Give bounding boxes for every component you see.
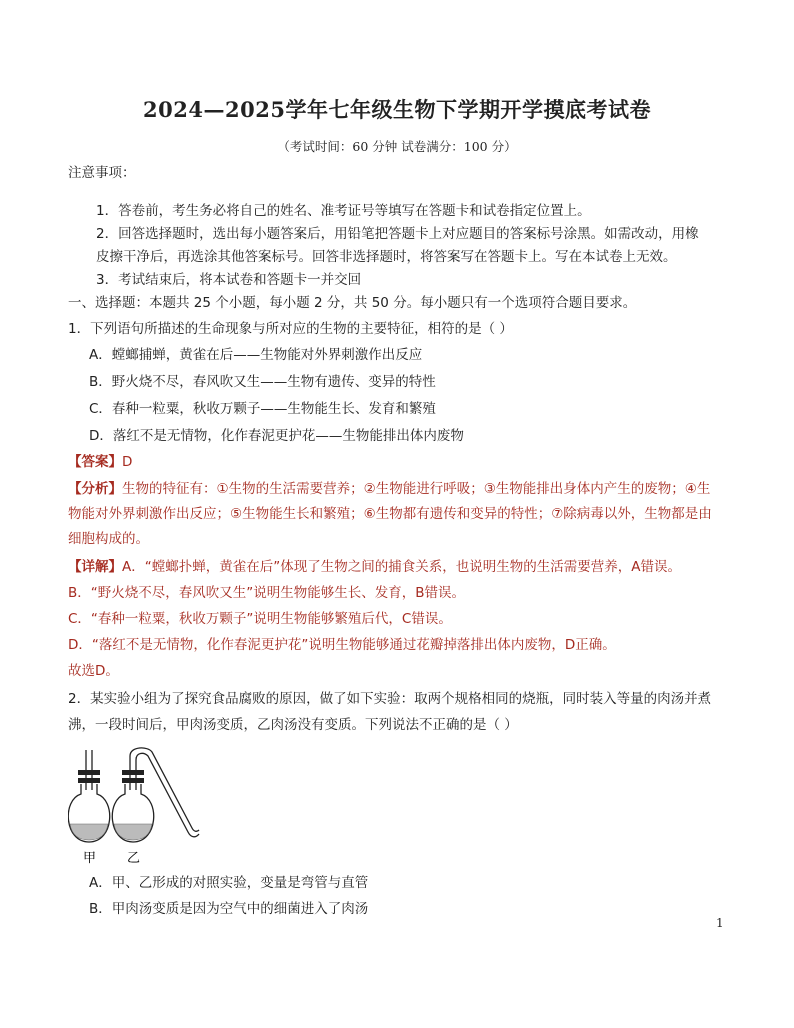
question-1-option: A．螳螂捕蝉，黄雀在后——生物能对外界刺激作出反应 xyxy=(89,347,423,363)
question-1-stem: 1．下列语句所描述的生命现象与所对应的生物的主要特征，相符的是（ ） xyxy=(68,321,513,337)
notice-item: 3．考试结束后，将本试卷和答题卡一并交回 xyxy=(96,272,362,288)
notice-heading: 注意事项： xyxy=(68,165,136,181)
answer-tag: 【答案】 xyxy=(68,454,122,470)
section-heading: 一、选择题：本题共 25 个小题，每小题 2 分，共 50 分。每小题只有一个选项符合题目要求。 xyxy=(68,295,637,311)
flask-yi xyxy=(112,748,199,842)
analysis-text: 物能对外界刺激作出反应；⑤生物能生长和繁殖；⑥生物都有遗传和变异的特性；⑦除病毒以外，生物都是由 xyxy=(68,506,712,522)
analysis-text: 生物的特征有：①生物的生活需要营养；②生物能进行呼吸；③生物能排出身体内产生的废物；④生 xyxy=(122,481,711,497)
detail-text: D．“落红不是无情物，化作春泥更护花”说明生物能够通过花瓣掉落排出体内废物，D正确。 xyxy=(68,637,616,653)
detail-line xyxy=(68,558,681,576)
detail-text: A．“螳螂扑蝉，黄雀在后”体现了生物之间的捕食关系，也说明生物的生活需要营养，A错误。 xyxy=(122,559,681,575)
answer-value: D xyxy=(122,454,133,470)
detail-tag: 【详解】 xyxy=(68,559,122,575)
figure-label-jia: 甲 xyxy=(83,851,97,866)
notice-item: 皮擦干净后，再选涂其他答案标号。回答非选择题时，将答案写在答题卡上。写在本试卷上无效。 xyxy=(96,249,677,265)
question-1-option: B．野火烧不尽，春风吹又生——生物有遗传、变异的特性 xyxy=(89,374,436,390)
exam-subtitle: （考试时间：60 分钟 试卷满分：100 分） xyxy=(277,139,517,154)
flask-experiment-figure xyxy=(68,744,208,868)
question-1-option: D．落红不是无情物，化作春泥更护花——生物能排出体内废物 xyxy=(89,428,464,444)
detail-text: 故选D。 xyxy=(68,663,119,679)
question-2-stem: 2．某实验小组为了探究食品腐败的原因，做了如下实验：取两个规格相同的烧瓶，同时装入等量的肉汤并煮 xyxy=(68,691,712,707)
question-2-option: A．甲、乙形成的对照实验，变量是弯管与直管 xyxy=(89,875,369,891)
detail-text: B．“野火烧不尽，春风吹又生”说明生物能够生长、发育，B错误。 xyxy=(68,585,466,601)
question-1-option: C．春种一粒粟，秋收万颗子——生物能生长、发育和繁殖 xyxy=(89,401,436,417)
page-title: 2024—2025学年七年级生物下学期开学摸底考试卷 xyxy=(143,97,651,122)
notice-item: 1．答卷前，考生务必将自己的姓名、准考证号等填写在答题卡和试卷指定位置上。 xyxy=(96,203,591,219)
page-number: 1 xyxy=(716,916,724,930)
analysis-text: 细胞构成的。 xyxy=(68,531,149,547)
question-2-stem: 沸，一段时间后，甲肉汤变质，乙肉汤没有变质。下列说法不正确的是（ ） xyxy=(68,717,518,733)
answer-line xyxy=(68,453,132,471)
analysis-line xyxy=(68,480,710,498)
analysis-tag: 【分析】 xyxy=(68,481,122,497)
question-2-option: B．甲肉汤变质是因为空气中的细菌进入了肉汤 xyxy=(89,901,369,917)
figure-label-yi: 乙 xyxy=(127,851,141,866)
detail-text: C．“春种一粒粟，秋收万颗子”说明生物能够繁殖后代，C错误。 xyxy=(68,611,452,627)
flask-jia xyxy=(68,750,109,842)
notice-item: 2．回答选择题时，选出每小题答案后，用铅笔把答题卡上对应题目的答案标号涂黑。如需改动，用橡 xyxy=(96,226,699,242)
